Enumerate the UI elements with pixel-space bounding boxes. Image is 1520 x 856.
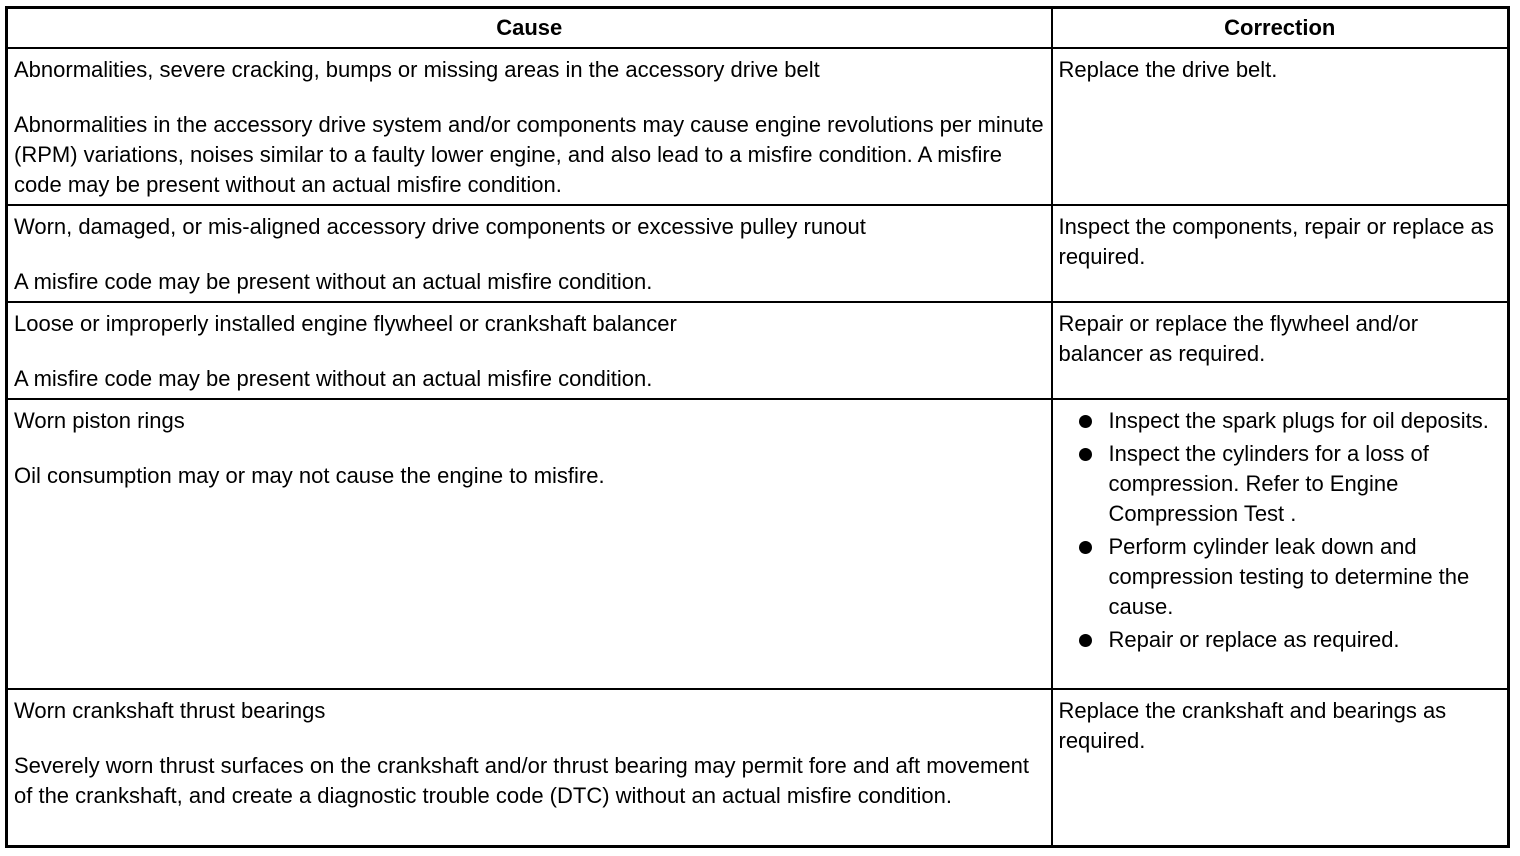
correction-text: Inspect the components, repair or replace as required. [1058, 214, 1494, 269]
cause-cell [7, 689, 1052, 846]
list-item-text: Perform cylinder leak down and compression testing to determine the cause. [1108, 534, 1470, 619]
cause-note: Severely worn thrust surfaces on the crankshaft and/or thrust bearing may permit fore and aft movement of the crankshaft, and create a diagnostic trouble code (DTC) without an actual misfire condition. [14, 753, 1029, 808]
list-item [1077, 406, 1502, 436]
table-row [7, 302, 1509, 399]
correction-cell [1052, 48, 1509, 205]
header-row [7, 8, 1509, 49]
cause-title: Worn piston rings [14, 408, 185, 433]
bullet-dot-icon [1079, 634, 1092, 647]
bullet-dot-icon [1079, 541, 1092, 554]
list-item [1077, 439, 1502, 529]
table-row [7, 205, 1509, 302]
list-item-text: Repair or replace as required. [1108, 627, 1400, 652]
list-item-text: Inspect the cylinders for a loss of compression. Refer to Engine Compression Test . [1108, 441, 1429, 526]
cause-title: Loose or improperly installed engine flywheel or crankshaft balancer [14, 311, 677, 336]
table-row [7, 48, 1509, 205]
cause-header: Cause [7, 8, 1052, 49]
list-item [1077, 532, 1502, 622]
cause-note: A misfire code may be present without an actual misfire condition. [14, 269, 653, 294]
cause-title: Worn, damaged, or mis-aligned accessory drive components or excessive pulley runout [14, 214, 866, 239]
list-item [1077, 625, 1502, 655]
list-item-text: Inspect the spark plugs for oil deposits. [1108, 408, 1489, 433]
bullet-dot-icon [1079, 448, 1092, 461]
table-row [7, 689, 1509, 846]
correction-cell [1052, 399, 1509, 689]
correction-text: Repair or replace the flywheel and/or balancer as required. [1058, 311, 1419, 366]
correction-cell [1052, 302, 1509, 399]
cause-note: A misfire code may be present without an actual misfire condition. [14, 366, 653, 391]
cause-cell [7, 302, 1052, 399]
cause-cell [7, 48, 1052, 205]
correction-list [1059, 406, 1502, 655]
cause-title: Worn crankshaft thrust bearings [14, 698, 326, 723]
diagnostic-table [5, 6, 1510, 848]
table-row [7, 399, 1509, 689]
correction-cell [1052, 205, 1509, 302]
cause-title: Abnormalities, severe cracking, bumps or missing areas in the accessory drive belt [14, 57, 820, 82]
bullet-dot-icon [1079, 415, 1092, 428]
correction-text: Replace the crankshaft and bearings as required. [1058, 698, 1447, 753]
cause-cell [7, 205, 1052, 302]
cause-cell [7, 399, 1052, 689]
cause-note: Abnormalities in the accessory drive system and/or components may cause engine revolutions per minute (RPM) variations, noises similar to a faulty lower engine, and also lead to a misfire condition. A misfire code may be present without an actual misfire condition. [14, 112, 1044, 197]
correction-cell [1052, 689, 1509, 846]
correction-header: Correction [1052, 8, 1509, 49]
correction-text: Replace the drive belt. [1058, 57, 1278, 82]
cause-note: Oil consumption may or may not cause the engine to misfire. [14, 463, 605, 488]
